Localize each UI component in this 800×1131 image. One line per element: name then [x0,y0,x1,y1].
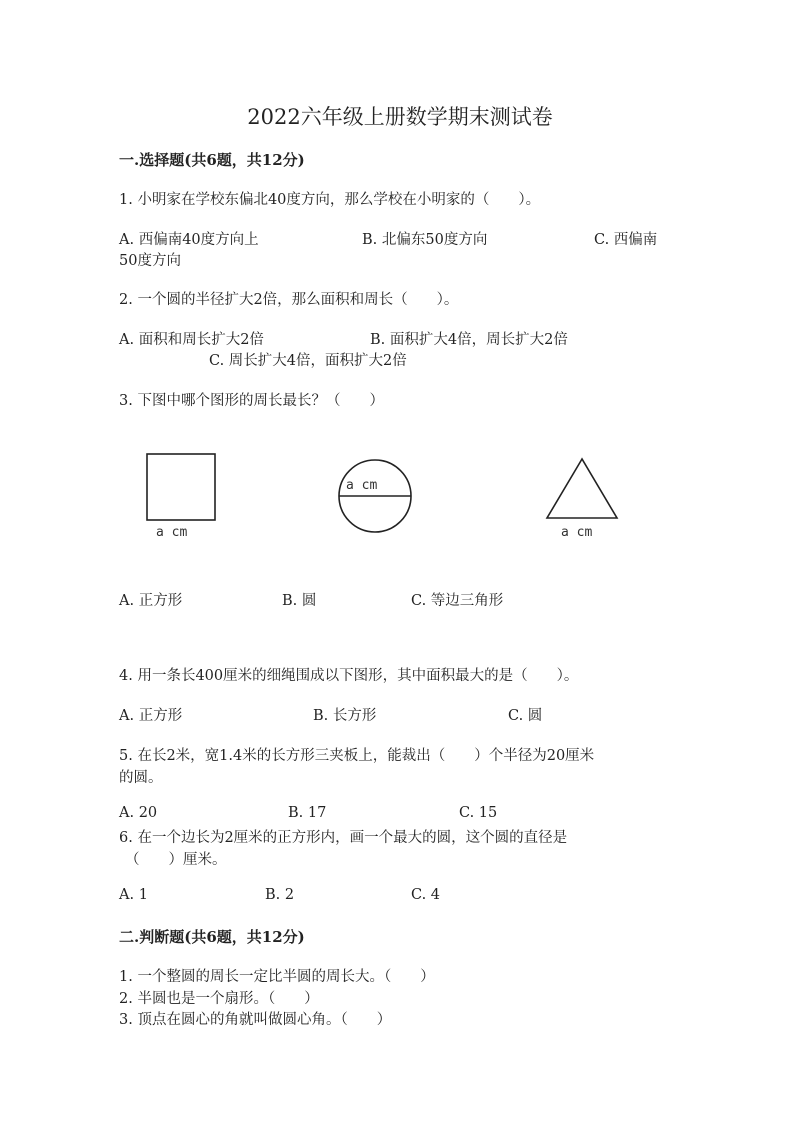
section-heading-choice: 一.选择题(共6题，共12分) [119,151,305,169]
question-5-stem-cont: 的圆。 [119,770,163,786]
question-6-option-b: B. 2 [265,887,295,903]
section-heading-judgement: 二.判断题(共6题，共12分) [119,928,305,946]
question-3-option-b: B. 圆 [282,593,317,609]
square-side-label: a cm [156,525,188,540]
question-1-stem: 1. 小明家在学校东偏北40度方向，那么学校在小明家的（ ）。 [119,192,541,208]
question-1-option-b: B. 北偏东50度方向 [362,232,488,248]
question-4-option-c: C. 圆 [508,708,543,724]
question-6-option-a: A. 1 [119,887,148,903]
page-title: 2022六年级上册数学期末测试卷 [247,105,553,129]
judgement-item-1: 1. 一个整圆的周长一定比半圆的周长大。（ ） [119,969,435,985]
question-1-option-c-cont: 50度方向 [119,253,181,269]
square-shape [147,454,215,520]
question-2-option-a: A. 面积和周长扩大2倍 [119,332,264,348]
question-1-option-a: A. 西偏南40度方向上 [119,232,259,248]
question-1-option-c: C. 西偏南 [594,232,658,248]
question-4-stem: 4. 用一条长400厘米的细绳围成以下图形，其中面积最大的是（ ）。 [119,668,579,684]
question-5-option-b: B. 17 [288,805,327,821]
question-2-stem: 2. 一个圆的半径扩大2倍，那么面积和周长（ ）。 [119,292,459,308]
question-5-stem: 5. 在长2米，宽1.4米的长方形三夹板上，能裁出（ ）个半径为20厘米 [119,748,595,764]
question-3-stem: 3. 下图中哪个图形的周长最长？（ ） [119,393,384,409]
question-4-option-b: B. 长方形 [313,708,377,724]
question-3-figures [0,0,800,560]
question-5-option-c: C. 15 [459,805,498,821]
question-5-option-a: A. 20 [119,805,158,821]
judgement-item-3: 3. 顶点在圆心的角就叫做圆心角。（ ） [119,1012,392,1028]
question-4-option-a: A. 正方形 [119,708,183,724]
question-6-stem-cont: （ ）厘米。 [125,852,227,868]
triangle-shape [547,459,617,518]
question-2-option-c: C. 周长扩大4倍，面积扩大2倍 [209,353,407,369]
question-3-option-c: C. 等边三角形 [411,593,504,609]
question-6-stem: 6. 在一个边长为2厘米的正方形内，画一个最大的圆，这个圆的直径是 [119,830,568,846]
question-2-option-b: B. 面积扩大4倍，周长扩大2倍 [370,332,568,348]
judgement-item-2: 2. 半圆也是一个扇形。（ ） [119,991,319,1007]
circle-diameter-label: a cm [346,478,378,493]
triangle-side-label: a cm [561,525,593,540]
question-6-option-c: C. 4 [411,887,441,903]
question-3-option-a: A. 正方形 [119,593,183,609]
